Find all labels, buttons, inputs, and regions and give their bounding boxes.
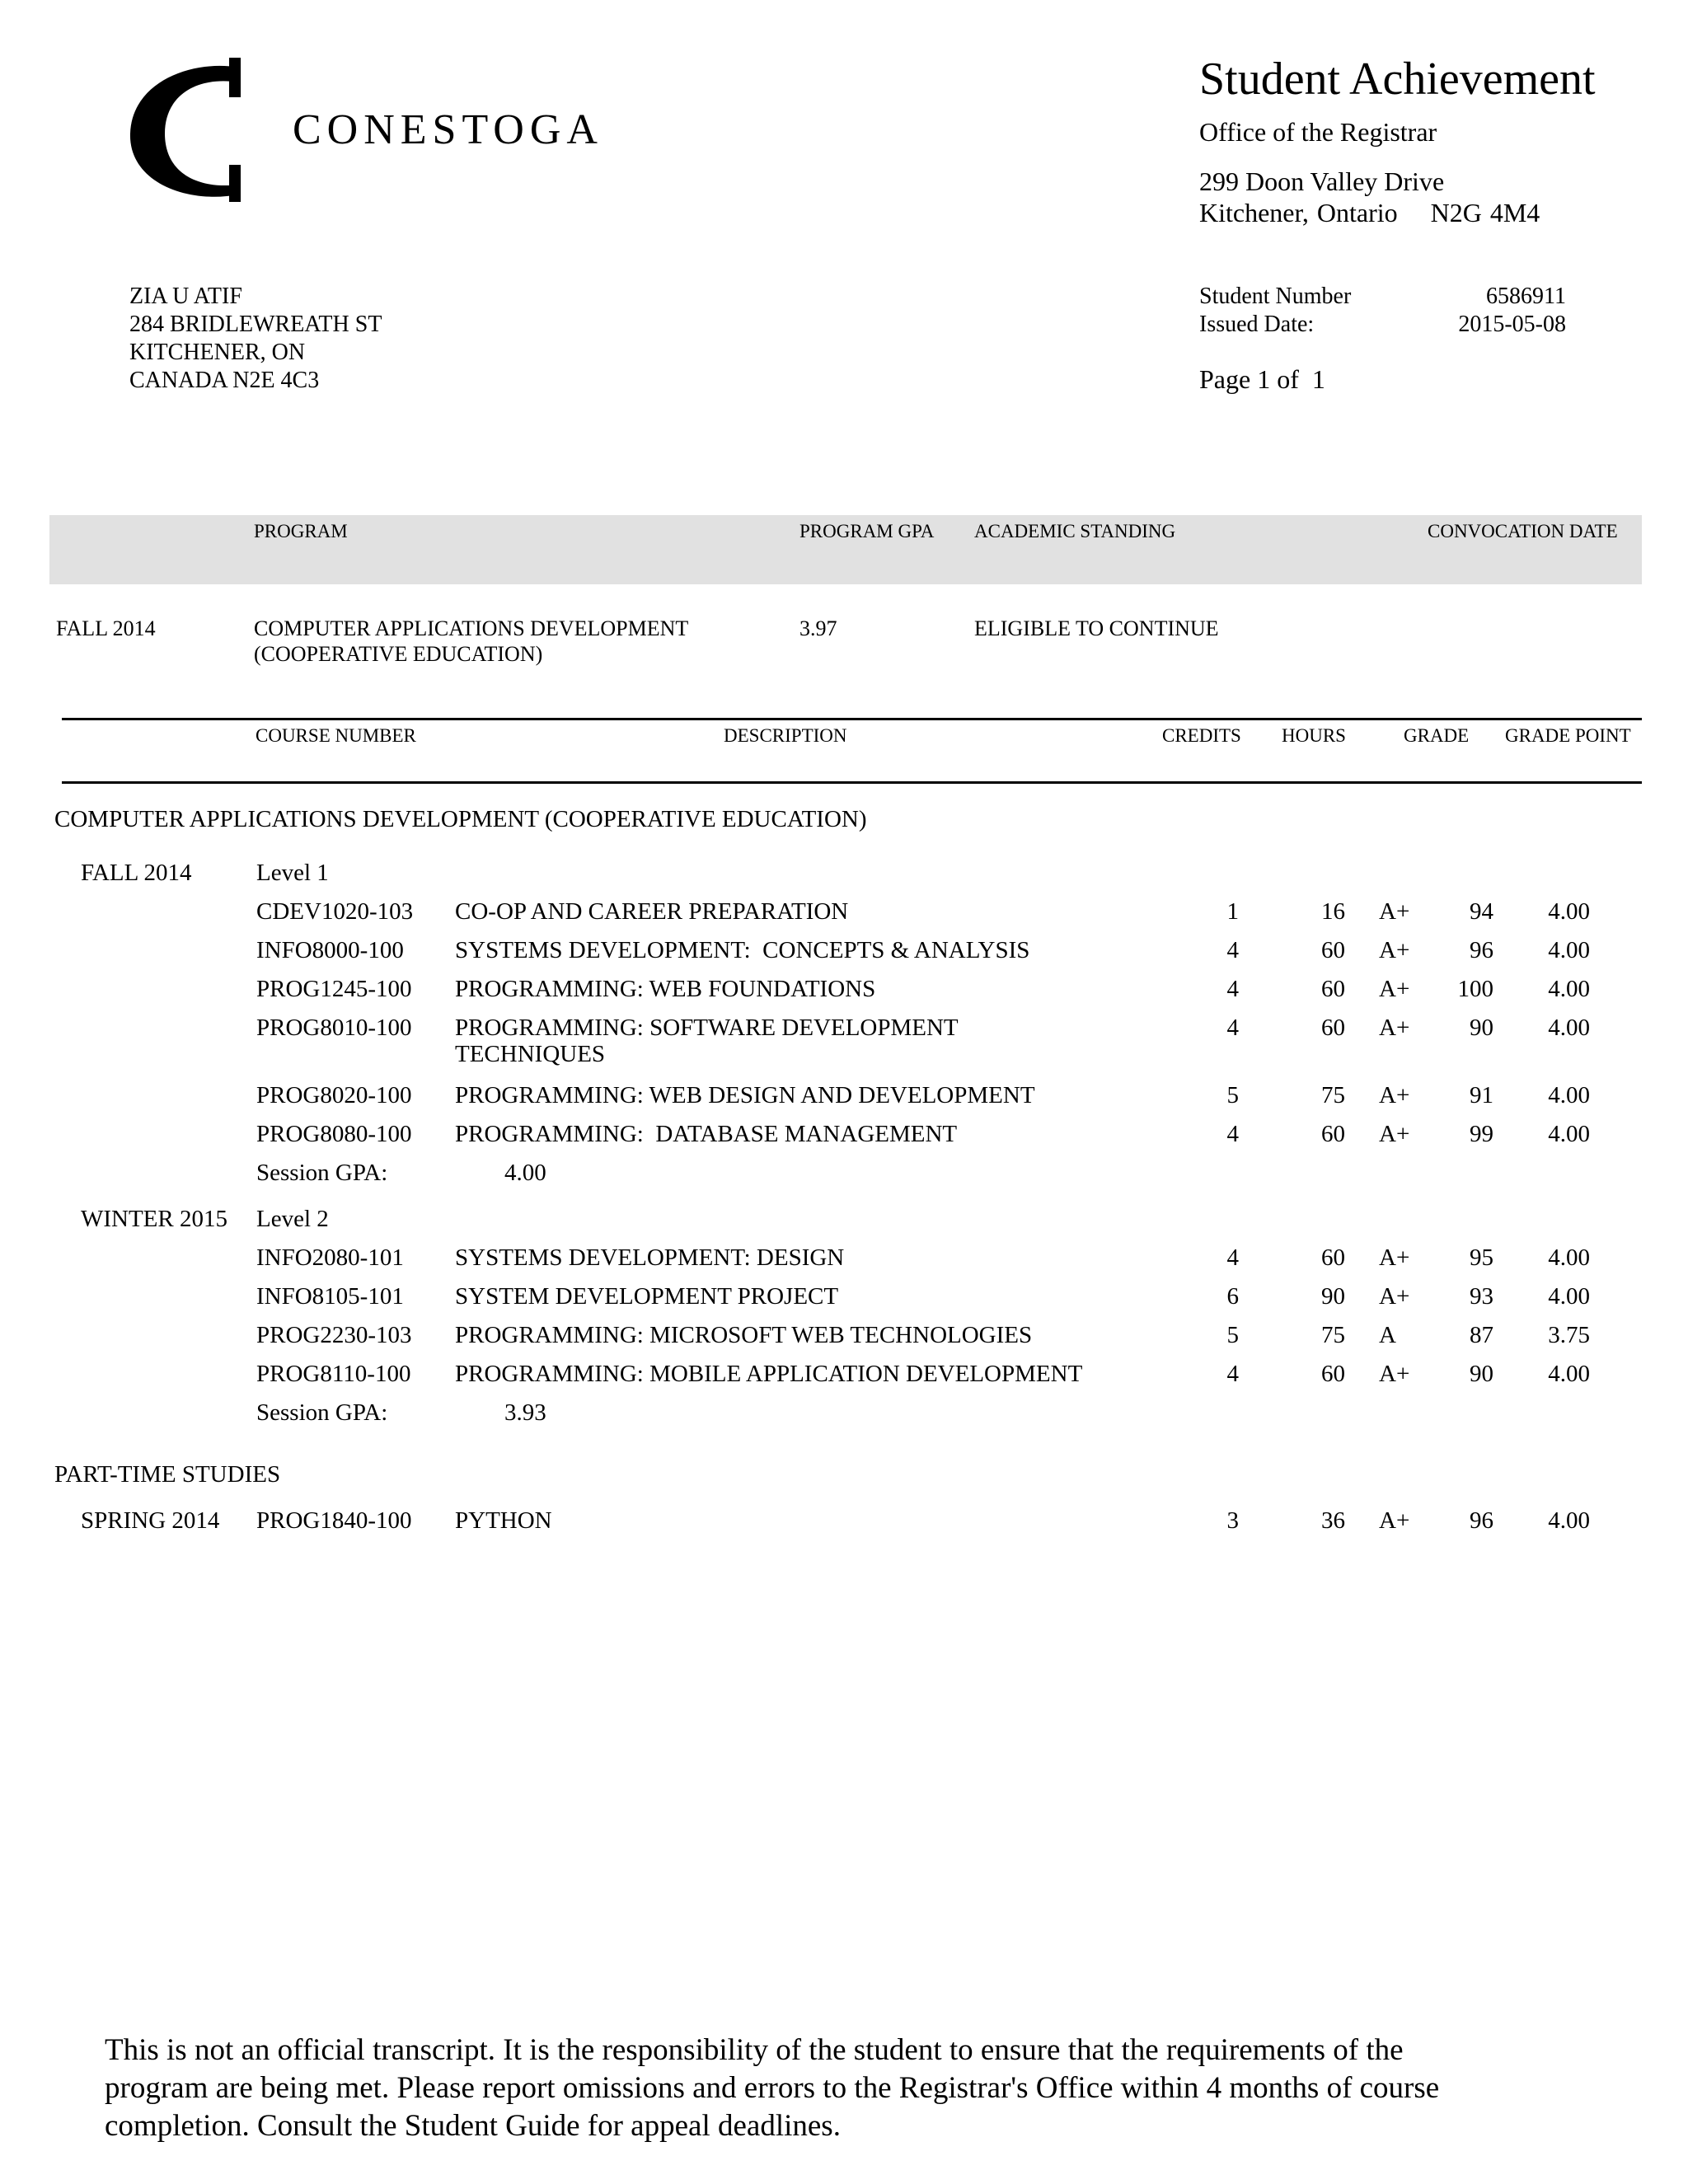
course-description: SYSTEM DEVELOPMENT PROJECT	[455, 1283, 839, 1310]
student-street: 284 BRIDLEWREATH ST	[129, 312, 382, 337]
course-mark: 90	[1470, 1361, 1493, 1387]
course-grade: A+	[1379, 1121, 1410, 1147]
office-name: Office of the Registrar	[1199, 117, 1437, 147]
course-description-continued: TECHNIQUES	[455, 1041, 606, 1067]
course-hours: 75	[1321, 1322, 1345, 1348]
course-mark: 95	[1470, 1244, 1493, 1271]
course-hours: 36	[1321, 1507, 1345, 1534]
course-hours: 60	[1321, 1244, 1345, 1271]
office-address-line1: 299 Doon Valley Drive	[1199, 166, 1445, 196]
course-credits: 4	[1226, 976, 1239, 1002]
student-city: KITCHENER, ON	[129, 340, 306, 365]
disclaimer-line1: This is not an official transcript. It is the responsibility of the student to ensure that the requirements of the	[105, 2033, 1404, 2067]
student-country: CANADA N2E 4C3	[129, 368, 320, 393]
header-rule-top	[62, 718, 1642, 720]
course-mark: 99	[1470, 1121, 1493, 1147]
course-hours: 60	[1321, 937, 1345, 963]
grade-column-header: GRADE	[1404, 725, 1470, 746]
course-description: PROGRAMMING: MICROSOFT WEB TECHNOLOGIES	[455, 1322, 1033, 1348]
course-credits: 4	[1226, 1015, 1239, 1041]
brand-name: CONESTOGA	[293, 106, 603, 153]
course-hours: 60	[1321, 976, 1345, 1002]
student-number-value: 6586911	[1486, 284, 1566, 309]
course-grade-point: 4.00	[1548, 1015, 1590, 1041]
course-credits: 5	[1226, 1322, 1239, 1348]
course-description: PYTHON	[455, 1507, 552, 1534]
course-grade-point: 4.00	[1548, 1283, 1590, 1310]
course-mark: 93	[1470, 1283, 1493, 1310]
program-name-line2: (COOPERATIVE EDUCATION)	[254, 642, 543, 666]
description-column-header: DESCRIPTION	[724, 725, 847, 746]
course-credits: 3	[1226, 1507, 1239, 1534]
issued-date-label: Issued Date:	[1199, 312, 1315, 337]
course-grade-point: 4.00	[1548, 1507, 1590, 1534]
course-grade-point: 4.00	[1548, 898, 1590, 925]
course-code: INFO8000-100	[256, 937, 404, 963]
course-description: PROGRAMMING: DATABASE MANAGEMENT	[455, 1121, 958, 1147]
course-hours: 60	[1321, 1121, 1345, 1147]
course-grade: A+	[1379, 898, 1410, 925]
level-label: Level 2	[256, 1206, 329, 1232]
course-grade-point: 3.75	[1548, 1322, 1590, 1348]
header-rule-bottom	[62, 781, 1642, 784]
course-code: PROG1245-100	[256, 976, 412, 1002]
office-address-line2: Kitchener, Ontario N2G 4M4	[1199, 198, 1540, 227]
course-credits: 1	[1226, 898, 1239, 925]
course-description: SYSTEMS DEVELOPMENT: CONCEPTS & ANALYSIS	[455, 937, 1030, 963]
course-grade-point: 4.00	[1548, 1361, 1590, 1387]
course-code: PROG8010-100	[256, 1015, 412, 1041]
course-code: CDEV1020-103	[256, 898, 414, 925]
course-grade: A	[1379, 1322, 1396, 1348]
course-hours: 90	[1321, 1283, 1345, 1310]
level-label: Level 1	[256, 860, 329, 886]
course-grade: A+	[1379, 937, 1410, 963]
course-description: SYSTEMS DEVELOPMENT: DESIGN	[455, 1244, 845, 1271]
academic-standing-value: ELIGIBLE TO CONTINUE	[974, 616, 1219, 640]
disclaimer-line3: completion. Consult the Student Guide for appeal deadlines.	[105, 2109, 841, 2143]
course-code: INFO2080-101	[256, 1244, 404, 1271]
course-grade: A+	[1379, 1283, 1410, 1310]
course-description: CO-OP AND CAREER PREPARATION	[455, 898, 849, 925]
course-code: PROG8020-100	[256, 1082, 412, 1108]
course-mark: 100	[1457, 976, 1493, 1002]
convocation-date-column-header: CONVOCATION DATE	[1428, 521, 1618, 541]
program-name-line1: COMPUTER APPLICATIONS DEVELOPMENT	[254, 616, 689, 640]
course-credits: 4	[1226, 1244, 1239, 1271]
program-gpa-value: 3.97	[799, 616, 837, 640]
student-number-label: Student Number	[1199, 284, 1352, 309]
course-credits: 4	[1226, 1361, 1239, 1387]
program-column-header: PROGRAM	[254, 521, 348, 541]
section-title-program: COMPUTER APPLICATIONS DEVELOPMENT (COOPERATIVE EDUCATION)	[54, 806, 867, 832]
course-grade: A+	[1379, 976, 1410, 1002]
course-description: PROGRAMMING: WEB FOUNDATIONS	[455, 976, 876, 1002]
course-number-column-header: COURSE NUMBER	[256, 725, 416, 746]
course-mark: 87	[1470, 1322, 1493, 1348]
course-grade: A+	[1379, 1361, 1410, 1387]
course-grade-point: 4.00	[1548, 1082, 1590, 1108]
course-mark: 91	[1470, 1082, 1493, 1108]
course-hours: 60	[1321, 1015, 1345, 1041]
program-term: FALL 2014	[56, 616, 156, 640]
course-grade: A+	[1379, 1082, 1410, 1108]
session-gpa-value: 3.93	[504, 1399, 546, 1426]
course-hours: 60	[1321, 1361, 1345, 1387]
course-hours: 75	[1321, 1082, 1345, 1108]
course-grade-point: 4.00	[1548, 1121, 1590, 1147]
grade-point-column-header: GRADE POINT	[1505, 725, 1631, 746]
session-gpa-label: Session GPA:	[256, 1160, 388, 1186]
term-fall-2014: FALL 2014	[81, 860, 192, 886]
course-mark: 90	[1470, 1015, 1493, 1041]
session-gpa-value: 4.00	[504, 1160, 546, 1186]
course-code: PROG2230-103	[256, 1322, 412, 1348]
document-title: Student Achievement	[1199, 54, 1596, 105]
student-name: ZIA U ATIF	[129, 284, 242, 309]
course-grade: A+	[1379, 1244, 1410, 1271]
credits-column-header: CREDITS	[1162, 725, 1241, 746]
disclaimer-line2: program are being met. Please report omissions and errors to the Registrar's Office within 4 months of course	[105, 2071, 1440, 2105]
term-winter-2015: WINTER 2015	[81, 1206, 227, 1232]
course-mark: 94	[1470, 898, 1493, 925]
course-credits: 6	[1226, 1283, 1239, 1310]
course-description: PROGRAMMING: MOBILE APPLICATION DEVELOPMENT	[455, 1361, 1083, 1387]
academic-standing-column-header: ACADEMIC STANDING	[974, 521, 1176, 541]
course-credits: 4	[1226, 937, 1239, 963]
issued-date-value: 2015-05-08	[1458, 312, 1566, 337]
course-grade-point: 4.00	[1548, 976, 1590, 1002]
course-code: PROG8110-100	[256, 1361, 411, 1387]
course-credits: 5	[1226, 1082, 1239, 1108]
session-gpa-label: Session GPA:	[256, 1399, 388, 1426]
course-grade-point: 4.00	[1548, 937, 1590, 963]
course-code: PROG8080-100	[256, 1121, 412, 1147]
section-title-part-time: PART-TIME STUDIES	[54, 1461, 281, 1488]
course-description: PROGRAMMING: WEB DESIGN AND DEVELOPMENT	[455, 1082, 1035, 1108]
course-grade: A+	[1379, 1507, 1410, 1534]
conestoga-logo-icon	[115, 58, 256, 202]
hours-column-header: HOURS	[1282, 725, 1346, 746]
course-mark: 96	[1470, 1507, 1493, 1534]
program-gpa-column-header: PROGRAM GPA	[799, 521, 935, 541]
course-description: PROGRAMMING: SOFTWARE DEVELOPMENT	[455, 1015, 959, 1041]
term-spring-2014: SPRING 2014	[81, 1507, 220, 1534]
course-code: INFO8105-101	[256, 1283, 404, 1310]
course-mark: 96	[1470, 937, 1493, 963]
course-code: PROG1840-100	[256, 1507, 412, 1534]
course-credits: 4	[1226, 1121, 1239, 1147]
course-hours: 16	[1321, 898, 1345, 925]
page-indicator: Page 1 of 1	[1199, 364, 1325, 394]
course-grade-point: 4.00	[1548, 1244, 1590, 1271]
course-grade: A+	[1379, 1015, 1410, 1041]
